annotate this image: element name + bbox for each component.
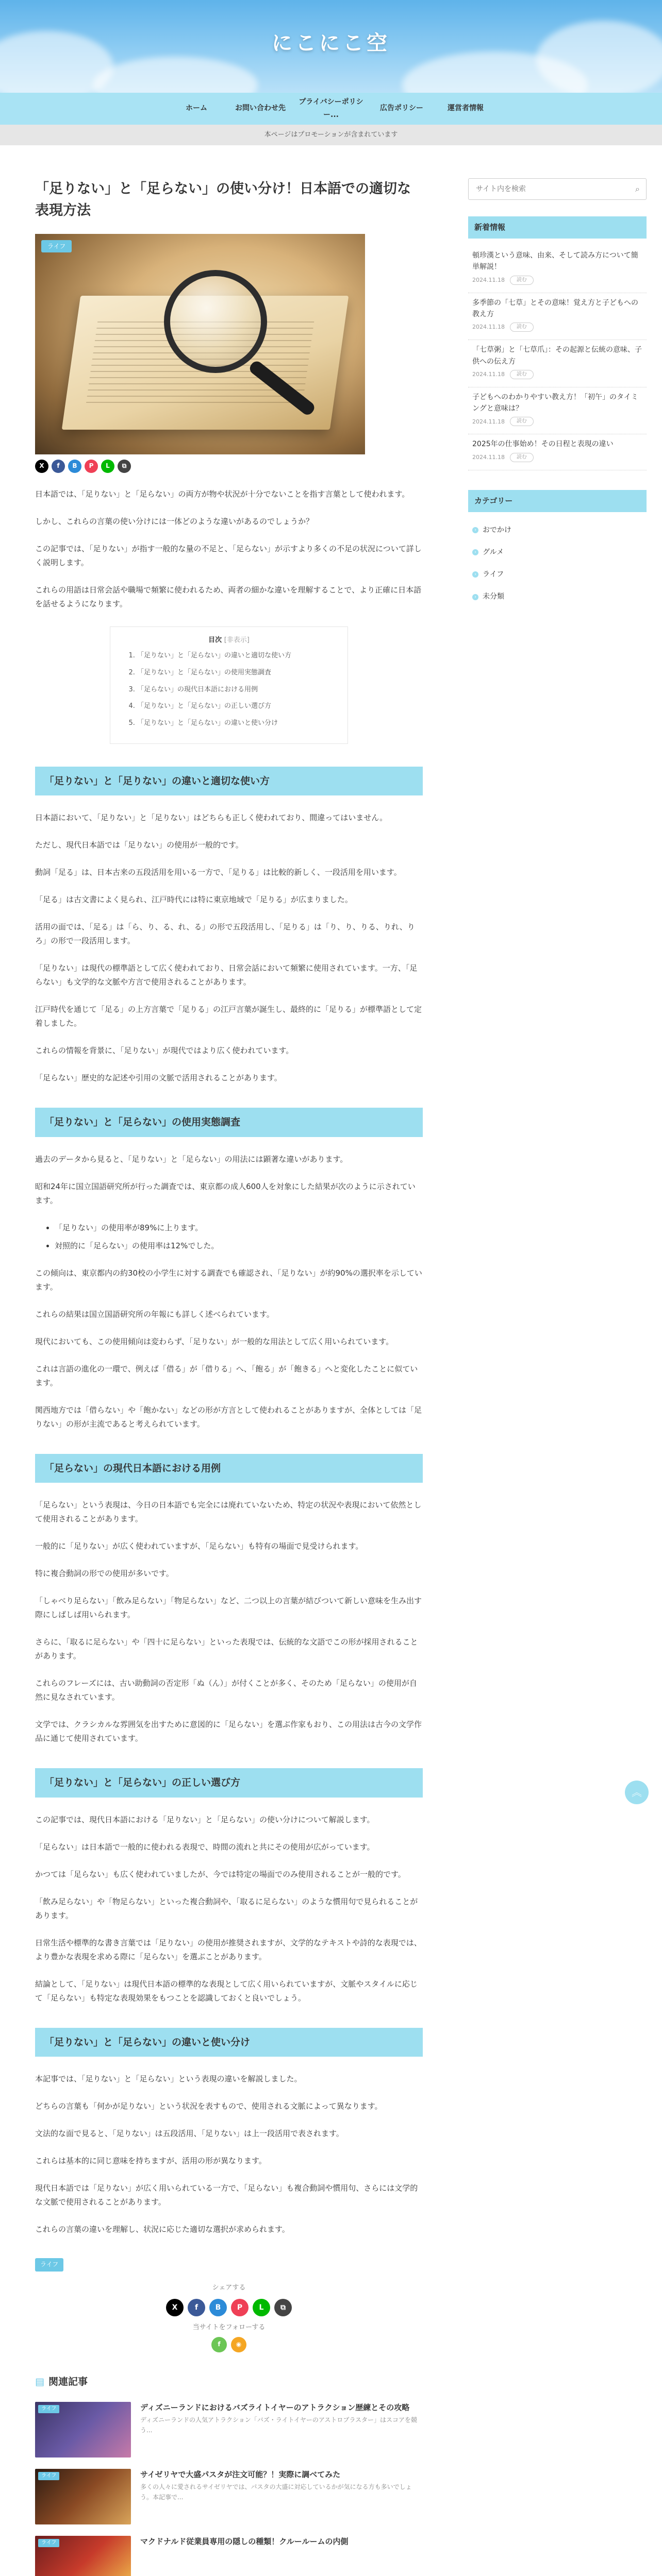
hatena-icon[interactable]: B xyxy=(68,460,81,473)
cloud-decoration xyxy=(93,57,258,93)
nav-item-ad-policy[interactable]: 広告ポリシー xyxy=(380,104,423,113)
related-post-excerpt: ディズニーランドの人気アトラクション「バズ・ライトイヤーのアストロブラスター」はスコアを競う... xyxy=(140,2416,418,2434)
section-paragraph: これらは基本的に同じ意味を持ちますが、活用の形が異なります。 xyxy=(35,2156,267,2166)
toc-item[interactable]: 5. 「足りない」と「足らない」の違いと使い分け xyxy=(137,717,332,730)
related-post-item[interactable] xyxy=(35,2536,423,2576)
section-heading: 「足りない」と「足りない」の違いと適切な使い方 xyxy=(35,767,423,796)
x-icon[interactable]: X xyxy=(166,2299,184,2316)
hatena-icon[interactable]: B xyxy=(209,2299,227,2316)
share-buttons-top xyxy=(35,460,423,473)
related-post-excerpt: 多くの人々に愛されるサイゼリヤでは、パスタの大盛に対応しているかが気になる方も多いでしょう。本記事で... xyxy=(140,2483,412,2501)
nav-item-contact[interactable]: お問い合わせ先 xyxy=(235,104,286,113)
search-input[interactable] xyxy=(475,184,635,194)
line-icon[interactable]: L xyxy=(101,460,114,473)
follow-label: 当サイトをフォローする xyxy=(192,2324,266,2332)
toc-toggle[interactable]: [非表示] xyxy=(224,636,250,644)
site-header xyxy=(0,0,662,93)
section-paragraph: 過去のデータから見ると、「足りない」と「足らない」の用法には顕著な違いがあります。 xyxy=(35,1154,348,1164)
promotion-notice: 本ページはプロモーションが含まれています xyxy=(0,125,662,145)
section-paragraph: 動詞「足る」は、日本古来の五段活用を用いる一方で、「足りる」は比較的新しく、一段活用を用います。 xyxy=(35,868,402,877)
section-paragraph: 「足らない」歴史的な記述や引用の文脈で活用されることがあります。 xyxy=(35,1073,282,1083)
related-thumbnail[interactable]: ライフ xyxy=(35,2536,131,2576)
pocket-icon[interactable]: P xyxy=(85,460,98,473)
list-item: • 「足りない」の使用率が89%に上ります。 xyxy=(55,1221,423,1235)
section-heading: 「足らない」の現代日本語における用例 xyxy=(35,1454,423,1483)
eyecatch-image xyxy=(35,234,365,454)
content-container xyxy=(0,145,662,2576)
toc-title: 目次 [非表示] xyxy=(208,636,250,644)
section-paragraph: この記事では、現代日本語における「足りない」と「足らない」の使い分けについて解説します。 xyxy=(35,1815,375,1824)
nav-item-operator[interactable]: 運営者情報 xyxy=(448,104,484,113)
site-logo[interactable]: にこにこ空 xyxy=(272,31,390,55)
related-post-title[interactable]: サイゼリヤで大盛パスタが注文可能？！実際に調べてみた xyxy=(140,2469,341,2479)
toc-item[interactable]: 4. 「足りない」と「足らない」の正しい選び方 xyxy=(137,700,332,713)
intro-paragraph: この記事では、「足りない」が指す一般的な量の不足と、「足らない」が示すより多くの不足の状況について詳しく説明します。 xyxy=(35,544,422,567)
related-post-title[interactable]: マクドナルド従業員専用の隠しの種類！クルールームの内側 xyxy=(140,2536,349,2546)
toc-item[interactable]: 1. 「足りない」と「足らない」の違いと適切な使い方 xyxy=(137,650,332,663)
sidebar xyxy=(468,145,647,2576)
widget-title-news: 新着情報 xyxy=(468,216,647,239)
widget-title-categories: カテゴリー xyxy=(468,490,647,512)
section-paragraph: 活用の面では、「足る」は「ら、り、る、れ、る」の形で五段活用し、「足りる」は「り、り、りる、りれ、りろ」の形で一段活用します。 xyxy=(35,922,415,946)
news-item[interactable]: 「七草粥」と「七草爪」：その起源と伝統の意味、子供への伝え方 2024.11.18 読む xyxy=(468,340,647,387)
read-more-button[interactable]: 読む xyxy=(510,370,534,379)
rss-icon[interactable]: ◉ xyxy=(231,2337,246,2352)
main-column xyxy=(35,145,423,2576)
news-item[interactable]: 子どもへのわかりやすい教え方！「初午」のタイミングと意味は？ 2024.11.18 読む xyxy=(468,387,647,435)
section-paragraph: 現代においても、この使用傾向は変わらず、「足りない」が一般的な用法として広く用いられています。 xyxy=(35,1336,394,1346)
section-paragraph: かつては「足らない」も広く使われていましたが、今では特定の場面でのみ使用されることが一般的です。 xyxy=(35,1869,406,1879)
category-badge[interactable]: ライフ xyxy=(41,240,72,252)
news-item[interactable]: 2025年の仕事始め！その日程と表現の違い 2024.11.18 読む xyxy=(468,434,647,470)
section-heading: 「足りない」と「足らない」の違いと使い分け xyxy=(35,2028,423,2057)
back-to-top-button[interactable] xyxy=(625,1781,649,1804)
section-paragraph: 「足りない」は現代の標準語として広く使われており、日常会話において頻繁に使用されています。一方、「足らない」も文学的な文脈や方言で使用されることがあります。 xyxy=(35,963,418,987)
section-heading: 「足りない」と「足らない」の正しい選び方 xyxy=(35,1768,423,1798)
facebook-icon[interactable]: f xyxy=(52,460,65,473)
intro-paragraph: 日本語では、「足りない」と「足らない」の両方が物や状況が十分でないことを指す言葉として使われます。 xyxy=(35,489,410,499)
feedly-icon[interactable]: f xyxy=(211,2337,227,2352)
section-paragraph: 「しゃべり足らない」「飲み足らない」「物足らない」など、二つ以上の言葉が結びついて新しい意味を生み出す際にしばしば用いられます。 xyxy=(35,1596,422,1620)
read-more-button[interactable]: 読む xyxy=(510,417,534,426)
article-title: 「足りない」と「足らない」の使い分け！日本語での適切な表現方法 xyxy=(35,181,411,218)
category-item[interactable]: › おでかけ xyxy=(468,519,647,541)
intro-paragraph: しかし、これらの言葉の使い分けには一体どのような違いがあるのでしょうか？ xyxy=(35,516,314,526)
related-thumbnail[interactable]: ライフ xyxy=(35,2469,131,2524)
copy-icon[interactable]: ⧉ xyxy=(118,460,131,473)
section-paragraph: これらの結果は国立国語研究所の年報にも詳しく述べられています。 xyxy=(35,1309,274,1319)
toc-item[interactable]: 3. 「足らない」の現代日本語における用例 xyxy=(137,684,332,697)
related-thumbnail[interactable]: ライフ xyxy=(35,2402,131,2458)
section-paragraph: 日常生活や標準的な書き言葉では「足りない」の使用が推奨されますが、文学的なテキストや詩的な表現では、より豊かな表現を求める際に「足らない」を選ぶことがあります。 xyxy=(35,1938,422,1961)
list-item: • 対照的に「足らない」の使用率は12%でした。 xyxy=(55,1239,423,1253)
read-more-button[interactable]: 読む xyxy=(510,453,534,462)
chevron-right-icon: › xyxy=(472,571,478,578)
share-buttons-bottom xyxy=(35,2282,423,2352)
line-icon[interactable]: L xyxy=(253,2299,270,2316)
category-item[interactable]: › グルメ xyxy=(468,541,647,564)
table-of-contents xyxy=(110,626,348,744)
news-list xyxy=(468,246,647,470)
section-paragraph: 結論として、「足りない」は現代日本語の標準的な表現として広く用いられていますが、文脈やスタイルに応じて「足らない」も特定な表現効果をもつことを認識しておくと良いでしょう。 xyxy=(35,1979,418,2003)
section-paragraph: 日本語において、「足りない」と「足りない」はどちらも正しく使われており、間違ってはいません。 xyxy=(35,813,388,823)
related-post-item[interactable] xyxy=(35,2402,423,2458)
section-paragraph: これらのフレーズには、古い助動詞の否定形「ぬ（ん）」が付くことが多く、そのため「足らない」の使用が自然に見なされています。 xyxy=(35,1679,417,1702)
section-paragraph: この傾向は、東京都内の約30校の小学生に対する調査でも確認され、「足りない」が約90%の選択率を示しています。 xyxy=(35,1268,422,1292)
related-post-title[interactable]: ディズニーランドにおけるバズライトイヤーのアトラクション歴練とその攻略 xyxy=(140,2402,410,2412)
copy-icon[interactable]: ⧉ xyxy=(274,2299,292,2316)
section-paragraph: 「飲み足らない」や「物足らない」といった複合動詞や、「取るに足らない」のような慣用句で見られることがあります。 xyxy=(35,1896,418,1920)
category-item[interactable]: › ライフ xyxy=(468,564,647,586)
section-paragraph: 一般的に「足りない」が広く使われていますが、「足らない」も特有の場面で見受けられます。 xyxy=(35,1541,363,1551)
section-paragraph: さらに、「取るに足らない」や「四十に足らない」といった表現では、伝統的な文語でこの形が採用されることがあります。 xyxy=(35,1637,418,1661)
search-icon[interactable]: ⌕ xyxy=(635,183,640,194)
news-item[interactable]: 頓珍漢という意味、由来、そして読み方について簡単解説！ 2024.11.18 読む xyxy=(468,246,647,293)
global-nav xyxy=(0,93,662,125)
category-item[interactable]: › 未分類 xyxy=(468,586,647,608)
related-posts-heading: ▤ 関連記事 xyxy=(35,2373,423,2391)
section-paragraph: 文法的な面で見ると、「足りない」は五段活用、「足りない」は上一段活用で表されます。 xyxy=(35,2129,344,2139)
intro-paragraph: これらの用語は日常会話や職場で頻繁に使われるため、両者の細かな違いを理解することで、より正確に日本語を話せるようになります。 xyxy=(35,585,422,608)
section-heading: 「足りない」と「足らない」の使用実態調査 xyxy=(35,1108,423,1137)
share-label: シェアする xyxy=(212,2283,246,2292)
chevron-up-icon: ︽ xyxy=(632,1786,642,1799)
category-list xyxy=(468,519,647,608)
section-paragraph: これらの言葉の違いを理解し、状況に応じた適切な選択が求められます。 xyxy=(35,2225,290,2234)
section-paragraph: 特に複合動詞の形での使用が多いです。 xyxy=(35,1569,174,1579)
news-item[interactable]: 多季節の「七草」とその意味！覚え方と子どもへの教え方 2024.11.18 読む xyxy=(468,293,647,341)
nav-item-home[interactable]: ホーム xyxy=(186,104,207,113)
section-paragraph: 本記事では、「足りない」と「足らない」という表現の違いを解説しました。 xyxy=(35,2074,302,2084)
bullet-list xyxy=(35,1221,423,1253)
section-paragraph: 文学では、クラシカルな雰囲気を出すために意図的に「足らない」を選ぶ作家もおり、この用法は古今の文学作品に通じて使用されています。 xyxy=(35,1720,422,1743)
article xyxy=(35,178,423,2576)
section-paragraph: ただし、現代日本語では「足りない」の使用が一般的です。 xyxy=(35,840,243,850)
chevron-right-icon: › xyxy=(472,594,478,600)
magnifying-glass-icon xyxy=(164,270,267,373)
section-paragraph: 関西地方では「借らない」や「飽かない」などの形が方言として使われることがありますが、全体としては「足りない」の形が主流であると考えられています。 xyxy=(35,1405,422,1429)
x-icon[interactable]: X xyxy=(35,460,48,473)
nav-item-privacy[interactable]: プライバシーポリシー... xyxy=(299,97,363,119)
chevron-right-icon: › xyxy=(472,527,478,533)
section-paragraph: 昭和24年に国立国語研究所が行った調査では、東京都の成人600人を対象にした結果が次のように示されています。 xyxy=(35,1181,416,1205)
section-paragraph: 「足らない」という表現は、今日の日本語でも完全には廃れていないため、特定の状況や表現において依然として使用されることがあります。 xyxy=(35,1500,422,1524)
toc-item[interactable]: 2. 「足りない」と「足らない」の使用実態調査 xyxy=(137,667,332,680)
document-icon: ▤ xyxy=(35,2376,44,2387)
related-post-item[interactable] xyxy=(35,2469,423,2524)
section-paragraph: 江戸時代を通じて「足る」の上方言葉で「足りる」の江戸言葉が誕生し、最終的に「足りる」が標準語として定着しました。 xyxy=(35,1005,422,1028)
read-more-button[interactable]: 読む xyxy=(510,323,534,332)
section-paragraph: これらの情報を背景に、「足りない」が現代ではより広く使われています。 xyxy=(35,1046,294,1056)
chevron-right-icon: › xyxy=(472,549,478,555)
article-tag[interactable]: ライフ xyxy=(35,2258,63,2272)
section-paragraph: 「足らない」は日本語で一般的に使われる表現で、時間の流れと共にその使用が広がっています。 xyxy=(35,1842,375,1852)
section-paragraph: 現代日本語では「足りない」が広く用いられている一方で、「足らない」も複合動詞や慣用句、さらには文学的な文脈で使用されることがあります。 xyxy=(35,2183,418,2207)
section-paragraph: これは言語の進化の一環で、例えば「借る」が「借りる」へ、「飽る」が「飽きる」へと変化したことに似ています。 xyxy=(35,1364,418,1387)
section-paragraph: 「足る」は古文書によく見られ、江戸時代には特に東京地域で「足りる」が広まりました。 xyxy=(35,895,353,905)
search-box xyxy=(468,178,647,200)
read-more-button[interactable]: 読む xyxy=(510,276,534,285)
pocket-icon[interactable]: P xyxy=(231,2299,249,2316)
section-paragraph: どちらの言葉も「何かが足りない」という状況を表すもので、使用される文脈によって異なります。 xyxy=(35,2102,383,2111)
facebook-icon[interactable]: f xyxy=(188,2299,205,2316)
